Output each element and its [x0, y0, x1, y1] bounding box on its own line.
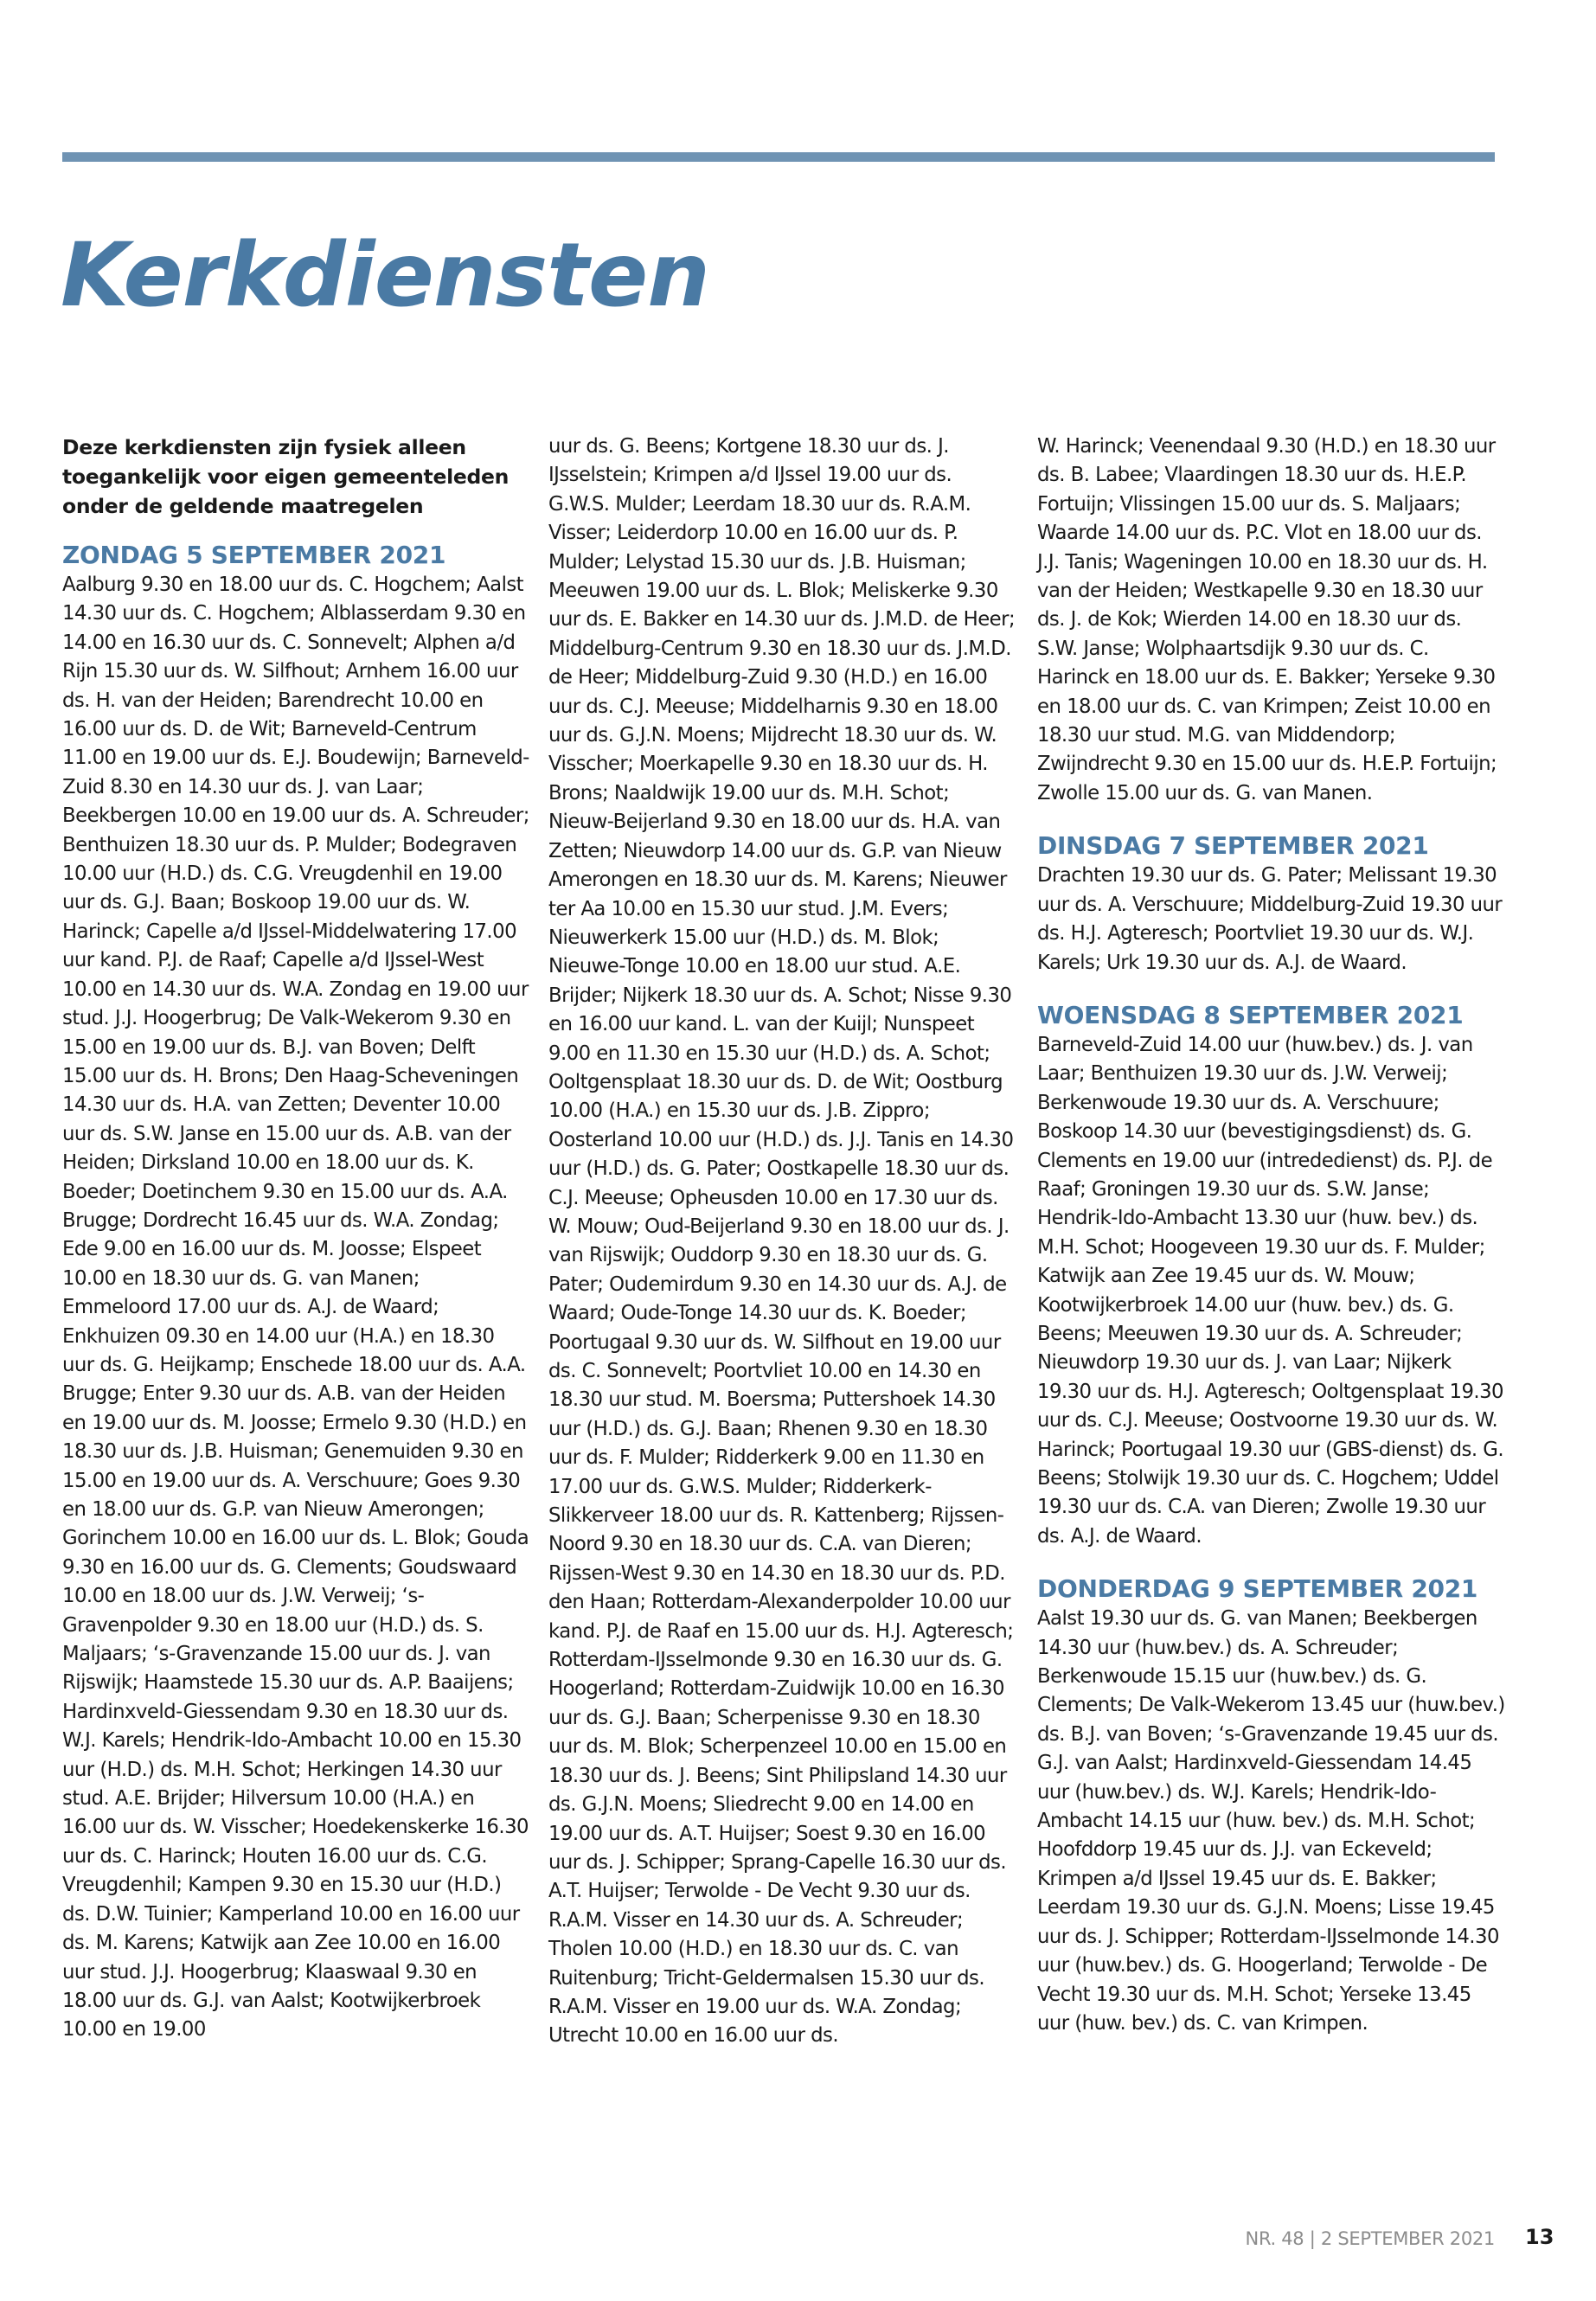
tuesday-heading: DINSDAG 7 SEPTEMBER 2021	[1037, 831, 1429, 861]
sunday-services-part-1: Aalburg 9.30 en 18.00 uur ds. C. Hogchem; Aalst 14.30 uur ds. C. Hogchem; Alblasserdam 9.30 en 14.00 en 16.30 uur ds. C. Sonnevelt; Alphen a/d Rijn 15.30 uur ds. W. Silfhout; Arnhem 16.00 uur ds. H. van der Heiden; Barendrecht 10.00 en 16.00 uur ds. D. de Wit; Barneveld-Centrum 11.00 en 19.00 uur ds. E.J. Boudewijn; Barneveld-Zuid 8.30 en 14.30 uur ds. J. van Laar; Beekbergen 10.00 en 19.00 uur ds. A. Schreuder; Benthuizen 18.30 uur ds. P. Mulder; Bodegraven 10.00 uur (H.D.) ds. C.G. Vreugdenhil en 19.00 uur ds. G.J. Baan; Boskoop 19.00 uur ds. W. Harinck; Capelle a/d IJssel-Middelwatering 17.00 uur kand. P.J. de Raaf; Capelle a/d IJssel-West 10.00 en 14.30 uur ds. W.A. Zondag en 19.00 uur stud. J.J. Hoogerbrug; De Valk-Wekerom 9.30 en 15.00 en 19.00 uur ds. B.J. van Boven; Delft 15.00 uur ds. H. Brons; Den Haag-Scheveningen 14.30 uur ds. H.A. van Zetten; Deventer 10.00 uur ds. S.W. Janse en 15.00 uur ds. A.B. van der Heiden; Dirksland 10.00 en 18.00 uur ds. K. Boeder; Doetinchem 9.30 en 15.00 uur ds. A.A. Brugge; Dordrecht 16.45 uur ds. W.A. Zondag; Ede 9.00 en 16.00 uur ds. M. Joosse; Elspeet 10.00 en 18.30 uur ds. G. van Manen; Emmeloord 17.00 uur ds. A.J. de Waard; Enkhuizen 09.30 en 14.00 uur (H.A.) en 18.30 uur ds. G. Heijkamp; Enschede 18.00 uur ds. A.A. Brugge; Enter 9.30 uur ds. A.B. van der Heiden en 19.00 uur ds. M. Joosse; Ermelo 9.30 (H.D.) en 18.30 uur ds. J.B. Huisman; Genemuiden 9.30 en 15.00 en 19.00 uur ds. A. Verschuure; Goes 9.30 en 18.00 uur ds. G.P. van Nieuw Amerongen; Gorinchem 10.00 en 16.00 uur ds. L. Blok; Gouda 9.30 en 16.00 uur ds. G. Clements; Goudswaard 10.00 en 18.00 uur ds. J.W. Verweij; ‘s-Gravenpolder 9.30 en 18.00 uur (H.D.) ds. S. Maljaars; ‘s-Gravenzande 15.00 uur ds. J. van Rijswijk; Haamstede 15.30 uur ds. A.P. Baaijens; Hardinxveld-Giessendam 9.30 en 18.30 uur ds. W.J. Karels; Hendrik-Ido-Ambacht 10.00 en 15.30 uur (H.D.) ds. M.H. Schot; Herkingen 14.30 uur stud. A.E. Brijder; Hilversum 10.00 (H.A.) en 16.00 uur ds. W. Visscher; Hoedekenskerke 16.30 uur ds. C. Harinck; Houten 16.00 uur ds. C.G. Vreugdenhil; Kampen 9.30 en 15.30 uur (H.D.) ds. D.W. Tuinier; Kamperland 10.00 en 16.00 uur ds. M. Karens; Katwijk aan Zee 10.00 en 16.00 uur stud. J.J. Hoogerbrug; Klaaswaal 9.30 en 18.00 uur ds. G.J. van Aalst; Kootwijkerbroek 10.00 en 19.00	[62, 574, 529, 2041]
wednesday-services: Barneveld-Zuid 14.00 uur (huw.bev.) ds. J. van Laar; Benthuizen 19.30 uur ds. J.W. Verweij; Berkenwoude 19.30 uur ds. A. Verschuure; Boskoop 14.30 uur (bevestigingsdienst) ds. G. Clements en 19.00 uur (intrededienst) ds. P.J. de Raaf; Groningen 19.30 uur ds. S.W. Janse; Hendrik-Ido-Ambacht 13.30 uur (huw. bev.) ds. M.H. Schot; Hoogeveen 19.30 uur ds. F. Mulder; Katwijk aan Zee 19.45 uur ds. W. Mouw; Kootwijkerbroek 14.00 uur (huw. bev.) ds. G. Beens; Meeuwen 19.30 uur ds. A. Schreuder; Nieuwdorp 19.30 uur ds. J. van Laar; Nijkerk 19.30 uur ds. H.J. Agteresch; Ooltgensplaat 19.30 uur ds. C.J. Meeuse; Oostvoorne 19.30 uur ds. W. Harinck; Poortugaal 19.30 uur (GBS-dienst) ds. G. Beens; Stolwijk 19.30 uur ds. C. Hogchem; Uddel 19.30 uur ds. C.A. van Dieren; Zwolle 19.30 uur ds. A.J. de Waard.	[1037, 1033, 1504, 1548]
sunday-continued-block	[1037, 433, 1506, 808]
top-rule	[62, 152, 1495, 162]
sunday-services-part-3: W. Harinck; Veenendaal 9.30 (H.D.) en 18.30 uur ds. B. Labee; Vlaardingen 18.30 uur ds. H.E.P. Fortuijn; Vlissingen 15.00 uur ds. S. Maljaars; Waarde 14.00 uur ds. P.C. Vlot en 18.00 uur ds. J.J. Tanis; Wageningen 10.00 en 18.30 uur ds. H. van der Heiden; Westkapelle 9.30 en 18.30 uur ds. J. de Kok; Wierden 14.00 en 18.30 uur ds. S.W. Janse; Wolphaartsdijk 9.30 uur ds. C. Harinck en 18.00 uur ds. E. Bakker; Yerseke 9.30 en 18.00 uur ds. C. van Krimpen; Zeist 10.00 en 18.30 uur stud. M.G. van Middendorp; Zwijndrecht 9.30 en 15.00 uur ds. H.E.P. Fortuijn; Zwolle 15.00 uur ds. G. van Manen.	[1037, 435, 1497, 804]
sunday-heading: ZONDAG 5 SEPTEMBER 2021	[62, 541, 446, 569]
column-1	[62, 433, 531, 2067]
column-3	[1037, 433, 1506, 2061]
page-number: 13	[1525, 2225, 1554, 2249]
sunday-services-part-2: uur ds. G. Beens; Kortgene 18.30 uur ds. J. IJsselstein; Krimpen a/d IJssel 19.00 uur ds. G.W.S. Mulder; Leerdam 18.30 uur ds. R.A.M. Visser; Leiderdorp 10.00 en 16.00 uur ds. P. Mulder; Lelystad 15.30 uur ds. J.B. Huisman; Meeuwen 19.00 uur ds. L. Blok; Meliskerke 9.30 uur ds. E. Bakker en 14.30 uur ds. J.M.D. de Heer; Middelburg-Centrum 9.30 en 18.30 uur ds. J.M.D. de Heer; Middelburg-Zuid 9.30 (H.D.) en 16.00 uur ds. C.J. Meeuse; Middelharnis 9.30 en 18.00 uur ds. G.J.N. Moens; Mijdrecht 18.30 uur ds. W. Visscher; Moerkapelle 9.30 en 18.30 uur ds. H. Brons; Naaldwijk 19.00 uur ds. M.H. Schot; Nieuw-Beijerland 9.30 en 18.00 uur ds. H.A. van Zetten; Nieuwdorp 14.00 uur ds. G.P. van Nieuw Amerongen en 18.30 uur ds. M. Karens; Nieuwer ter Aa 10.00 en 15.30 uur stud. J.M. Evers; Nieuwerkerk 15.00 uur (H.D.) ds. M. Blok; Nieuwe-Tonge 10.00 en 18.00 uur stud. A.E. Brijder; Nijkerk 18.30 uur ds. A. Schot; Nisse 9.30 en 16.00 uur kand. L. van der Kuijl; Nunspeet 9.00 en 11.30 en 15.30 uur (H.D.) ds. A. Schot; Ooltgensplaat 18.30 uur ds. D. de Wit; Oostburg 10.00 (H.A.) en 15.30 uur ds. J.B. Zippro; Oosterland 10.00 uur (H.D.) ds. J.J. Tanis en 14.30 uur (H.D.) ds. G. Pater; Oostkapelle 18.30 uur ds. C.J. Meeuse; Opheusden 10.00 en 17.30 uur ds. W. Mouw; Oud-Beijerland 9.30 en 18.00 uur ds. J. van Rijswijk; Ouddorp 9.30 en 18.30 uur ds. G. Pater; Oudemirdum 9.30 en 14.30 uur ds. A.J. de Waard; Oude-Tonge 14.30 uur ds. K. Boeder; Poortugaal 9.30 uur ds. W. Silfhout en 19.00 uur ds. C. Sonnevelt; Poortvliet 10.00 en 14.30 en 18.30 uur stud. M. Boersma; Puttershoek 14.30 uur (H.D.) ds. G.J. Baan; Rhenen 9.30 en 18.30 uur ds. F. Mulder; Ridderkerk 9.00 en 11.30 en 17.00 uur ds. G.W.S. Mulder; Ridderkerk-Slikkerveer 18.00 uur ds. R. Kattenberg; Rijssen-Noord 9.30 en 18.30 uur ds. C.A. van Dieren; Rijssen-West 9.30 en 14.30 en 18.30 uur ds. P.D. den Haan; Rotterdam-Alexanderpolder 10.00 uur kand. P.J. de Raaf en 15.00 uur ds. H.J. Agteresch; Rotterdam-IJsselmonde 9.30 en 16.30 uur ds. G. Hoogerland; Rotterdam-Zuidwijk 10.00 en 16.30 uur ds. G.J. Baan; Scherpenisse 9.30 en 18.30 uur ds. M. Blok; Scherpenzeel 10.00 en 15.00 en 18.30 uur ds. J. Beens; Sint Philipsland 14.30 uur ds. G.J.N. Moens; Sliedrecht 9.00 en 14.00 en 19.00 uur ds. A.T. Huijser; Soest 9.30 en 16.00 uur ds. J. Schipper; Sprang-Capelle 16.30 uur ds. A.T. Huijser; Terwolde - De Vecht 9.30 uur ds. R.A.M. Visser en 14.30 uur ds. A. Schreuder; Tholen 10.00 (H.D.) en 18.30 uur ds. C. van Ruitenburg; Tricht-Geldermalsen 15.30 uur ds. R.A.M. Visser en 19.00 uur ds. W.A. Zondag; Utrecht 10.00 en 16.00 uur ds.	[548, 435, 1016, 2048]
page-title: Kerkdiensten	[61, 224, 709, 327]
tuesday-block	[1037, 830, 1506, 977]
thursday-block	[1037, 1574, 1506, 2038]
wednesday-heading: WOENSDAG 8 SEPTEMBER 2021	[1037, 1000, 1464, 1029]
column-2	[548, 433, 1017, 2051]
thursday-services: Aalst 19.30 uur ds. G. van Manen; Beekbergen 14.30 uur (huw.bev.) ds. A. Schreuder; Berkenwoude 15.15 uur (huw.bev.) ds. G. Clements; De Valk-Wekerom 13.45 uur (huw.bev.) ds. B.J. van Boven; ‘s-Gravenzande 19.45 uur ds. G.J. van Aalst; Hardinxveld-Giessendam 14.45 uur (huw.bev.) ds. W.J. Karels; Hendrik-Ido-Ambacht 14.15 uur (huw. bev.) ds. M.H. Schot; Hoofddorp 19.45 uur ds. J.J. van Eckeveld; Krimpen a/d IJssel 19.45 uur ds. E. Bakker; Leerdam 19.30 uur ds. G.J.N. Moens; Lisse 19.45 uur ds. J. Schipper; Rotterdam-IJsselmonde 14.30 uur (huw.bev.) ds. G. Hoogerland; Terwolde - De Vecht 19.30 uur ds. M.H. Schot; Yerseke 13.45 uur (huw. bev.) ds. C. van Krimpen.	[1037, 1607, 1505, 2035]
tuesday-services: Drachten 19.30 uur ds. G. Pater; Melissant 19.30 uur ds. A. Verschuure; Middelburg-Zuid 19.30 uur ds. H.J. Agteresch; Poortvliet 19.30 uur ds. W.J. Karels; Urk 19.30 uur ds. A.J. de Waard.	[1037, 864, 1503, 974]
intro-text: Deze kerkdiensten zijn fysiek alleen toegankelijk voor eigen gemeenteleden onder de geldende maatregelen	[62, 435, 510, 518]
sunday-block	[62, 540, 531, 2045]
thursday-heading: DONDERDAG 9 SEPTEMBER 2021	[1037, 1574, 1478, 1604]
wednesday-block	[1037, 1000, 1506, 1551]
issue-footer: NR. 48 | 2 SEPTEMBER 2021	[1245, 2228, 1495, 2249]
